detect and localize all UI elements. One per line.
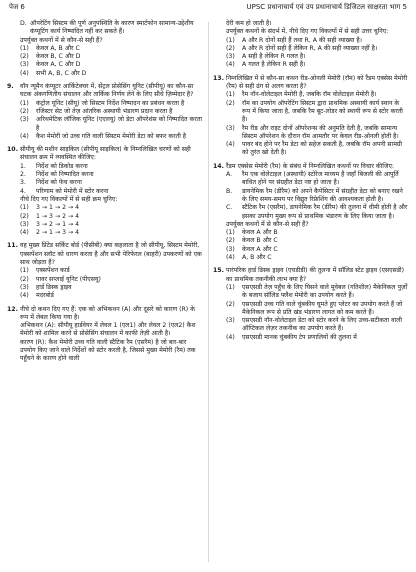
option-4[interactable]: (4) सभी A, B, C और D	[20, 69, 87, 77]
question-prompt: उपर्युक्त कथनों में से कौन-से सही हैं?	[226, 220, 309, 228]
option-3[interactable]: (3) एसएसडी नॉन-वोलेटाइल डेटा को स्टोर करने के लिए उच्च-सटीकता वाली ऑप्टिकल लेज़र तकनीक का उपयोग करते हैं।	[226, 317, 402, 333]
question-stem: वॉन न्यूमैन कंप्यूटर आर्किटेक्चर में, सेंट्रल प्रोसेसिंग यूनिट (सीपीयू) का कौन-सा घटक अंकगणितीय संचालन और तार्किक निर्णय लेने के लिए सीधे ज़िम्मेदार है?	[20, 83, 194, 99]
question-number: 11.	[7, 242, 18, 250]
page-header	[0, 0, 416, 18]
option-1[interactable]: (1) एसएसडी तेज़ पहुँच के लिए घिसने वाले मूवेबल (गतिशील) मैकेनिकल पुर्ज़ों के बजाय सॉलिड फ्लैश मेमोरी का उपयोग करते हैं।	[226, 283, 408, 300]
column-divider	[208, 22, 209, 562]
option-4[interactable]: (4) पावर बंद होने पर रैम डेटा को सहेज सकती है, जबकि रॉम अपनी सामग्री को तुरंत खो देती है।	[226, 141, 403, 157]
question-stem: नीचे दो कथन दिए गए हैं: एक को अभिकथन (A) और दूसरे को कारण (R) के रूप में लेबल किया गया है।	[20, 305, 195, 321]
option-3[interactable]: (3) हार्ड डिस्क ड्राइव	[20, 283, 72, 291]
option-3[interactable]: (3) 3 → 2 → 1 → 4	[20, 220, 80, 228]
option-1[interactable]: (1) 3 → 1 → 2 → 4	[20, 204, 80, 212]
option-3[interactable]: (3) केवल A और C	[226, 245, 278, 253]
statement-d: D. ऑपरेटिंग सिस्टम की पूर्ण अनुपस्थिति के कारण स्मार्टफोन सामान्य-उद्देशीय कंप्यूटिंग कार्य निष्पादित नहीं कर सकते हैं।	[20, 20, 194, 36]
option-2[interactable]: (2) केवल B और C	[226, 237, 278, 245]
option-3[interactable]: (3) अरिथमेटिक लॉजिक यूनिट (एएलयू) जो डेटा ऑपरेशंस को निष्पादित करता है	[20, 116, 202, 132]
question-number: 10.	[7, 146, 18, 154]
question-number: 9.	[7, 83, 14, 91]
option-4[interactable]: (4) मदरबोर्ड	[20, 292, 54, 300]
question-number: 12.	[7, 305, 18, 313]
option-1[interactable]: (1) A और R दोनों सही हैं तथा R, A की सही व्याख्या है।	[226, 36, 363, 44]
option-1[interactable]: (1) केवल A, B और C	[20, 44, 80, 52]
option-4[interactable]: (4) कैश मेमोरी जो उच्च गति वाली सिस्टम मेमोरी डेटा को बफर करती है	[20, 132, 187, 140]
statement-c: C. स्टैटिक रैम (एसरैम), डायनेमिक रैम (डीरैम) की तुलना में धीमी होती है और इसका उपयोग मुख्य रूप से प्राथमिक भंडारण के लिए किया जाता है।	[226, 204, 408, 220]
question-8-continued	[7, 20, 203, 78]
question-number: 14.	[213, 162, 224, 170]
question-11	[7, 242, 203, 300]
left-column	[7, 20, 203, 369]
option-2[interactable]: (2) केवल B, C और D	[20, 53, 81, 61]
question-number: 15.	[213, 267, 224, 275]
option-2[interactable]: (2) A और R दोनों सही हैं लेकिन R, A की सही व्याख्या नहीं है।	[226, 44, 378, 52]
statement-b: B. डायनेमिक रैम (डीरैम) को अपने कैपेसिटर में संग्रहीत डेटा को बनाए रखने के लिए समय-समय पर विद्युत रिफ्रेशिंग की आवश्यकता होती है।	[226, 187, 403, 203]
option-1[interactable]: (1) केवल A और B	[226, 229, 278, 237]
step-1: 1. निर्देश को डिकोड करना	[20, 162, 88, 170]
statement-a: A. रैम एक वोलेटाइल (अस्थायी) स्टोरेज माध्यम है जहाँ बिजली की आपूर्ति बाधित होने पर संग्रहीत डेटा नष्ट हो जाता है।	[226, 171, 399, 187]
step-4: 4. परिणाम को मेमोरी में स्टोर करना	[20, 187, 109, 195]
question-stem: निम्नलिखित में से कौन-सा कथन रीड-ओनली मेमोरी (रॉम) को रैंडम एक्सेस मेमोरी (रैम) से सही ढंग से अलग करता है?	[226, 74, 408, 91]
question-prompt: उपर्युक्त कथनों में से कौन-से सही हैं?	[20, 36, 103, 44]
option-4[interactable]: (4) A, B और C	[226, 254, 272, 262]
question-lead: नीचे दिए गए विकल्पों में से सही क्रम चुनिए:	[20, 195, 118, 203]
option-3[interactable]: (3) रैम रीड और राइट दोनों ऑपरेशन्स की अनुमति देती है, जबकि सामान्य सिस्टम ऑपरेशन के दौरान रॉम आमतौर पर केवल रीड-ओनली होती है।	[226, 124, 399, 140]
option-2[interactable]: (2) रॉम का उपयोग ऑपरेटिंग सिस्टम द्वारा प्राथमिक अस्थायी कार्य स्थान के रूप में किया जाता है, जबकि रैम बूट-लोडर को स्थायी रूप से स्टोर करती है।	[226, 99, 403, 124]
question-stem: रैंडम एक्सेस मेमोरी (रैम) के संबंध में निम्नलिखित कथनों पर विचार कीजिए:	[226, 162, 394, 170]
reason-continued: देरी कम हो जाती है।	[226, 20, 272, 27]
question-9	[7, 83, 203, 141]
option-4[interactable]: (4) एसएसडी मानक चुंबकीय टेप प्रणालियों की तुलना में	[226, 333, 357, 341]
step-2: 2. निर्देश को निष्पादित करना	[20, 171, 94, 179]
question-number: 13.	[213, 74, 224, 82]
page-number: पेज 6	[9, 3, 25, 11]
option-1[interactable]: (1) रैम नॉन-वोलेटाइल मेमोरी है, जबकि रॉम वोलेटाइल मेमोरी है।	[226, 91, 377, 99]
option-2[interactable]: (2) रजिस्टर सेट जो तेज़ आंतरिक अस्थायी भंडारण प्रदान करता है	[20, 107, 173, 115]
question-13	[213, 75, 409, 158]
option-2[interactable]: (2) एसएसडी उच्च गति वाले चुंबकीय घूमते हुए प्लेटर का उपयोग करते हैं जो मैकेनिकल रूप से प्रति खंड भंडारण लागत को कम करते हैं।	[226, 300, 403, 316]
question-stem: सीपीयू की मशीन साइकिल (सीपीयू साइकिल) के निम्नलिखित चरणों को सही संचालन क्रम में व्यवस्थित कीजिए:	[20, 146, 191, 162]
option-2[interactable]: (2) पावर सप्लाई यूनिट (पीएसयू)	[20, 275, 101, 283]
question-12-continued	[213, 20, 409, 70]
question-12	[7, 306, 203, 364]
option-4[interactable]: (4) 2 → 1 → 3 → 4	[20, 229, 80, 237]
option-1[interactable]: (1) कंट्रोल यूनिट (सीयू) जो सिस्टम निर्देश निष्पादन का प्रबंधन करता है	[20, 99, 185, 107]
option-4[interactable]: (4) A गलत है लेकिन R सही है।	[226, 61, 306, 69]
right-column	[213, 20, 409, 347]
option-3[interactable]: (3) केवल A, C और D	[20, 61, 81, 69]
question-14	[213, 163, 409, 263]
assertion: अभिकथन (A): सीपीयू हार्डवेयर में लेवल 1 (एल1) और लेवल 2 (एल2) कैश मेमोरी को शामिल करने से प्रोसेसिंग संचालन में काफी तेज़ी आती है।	[20, 322, 196, 338]
question-prompt: उपर्युक्त कथनों के संदर्भ में, नीचे दिए गए विकल्पों में से सही उत्तर चुनिए:	[226, 28, 389, 36]
question-stem: पारंपरिक हार्ड डिस्क ड्राइव (एचडीडी) की तुलना में सॉलिड स्टेट ड्राइव (एसएसडी) का प्राथमिक तकनीकी लाभ क्या है?	[226, 267, 405, 283]
document-title: UPSC प्रधानाचार्य एवं उप प्रधानाचार्य डिजिटल साक्षरता भाग 5	[246, 3, 407, 11]
question-stem: वह मुख्य प्रिंटेड सर्किट बोर्ड (पीसीबी) क्या कहलाता है जो सीपीयू, सिस्टम मेमोरी, एक्सपेंशन स्लॉट को धारण करता है और सभी पेरिफेरल (बाहरी) उपकरणों को एक साथ जोड़ता है?	[20, 242, 202, 267]
reason: कारण (R): कैश मेमोरी उच्च गति वाली स्टैटिक रैम (एसरैम) है जो बार-बार उपयोग किए जाने वाले निर्देशों को स्टोर करती है, जिससे मुख्य मेमोरी (रैम) तक पहुँचने के कारण होने वाली	[20, 338, 196, 363]
question-15	[213, 267, 409, 342]
option-1[interactable]: (1) एक्सपेंशन कार्ड	[20, 267, 70, 275]
option-2[interactable]: (2) 1 → 3 → 2 → 4	[20, 212, 80, 220]
question-10	[7, 146, 203, 237]
option-3[interactable]: (3) A सही है लेकिन R गलत है।	[226, 53, 306, 61]
step-3: 3. निर्देश को फेच करना	[20, 179, 82, 187]
